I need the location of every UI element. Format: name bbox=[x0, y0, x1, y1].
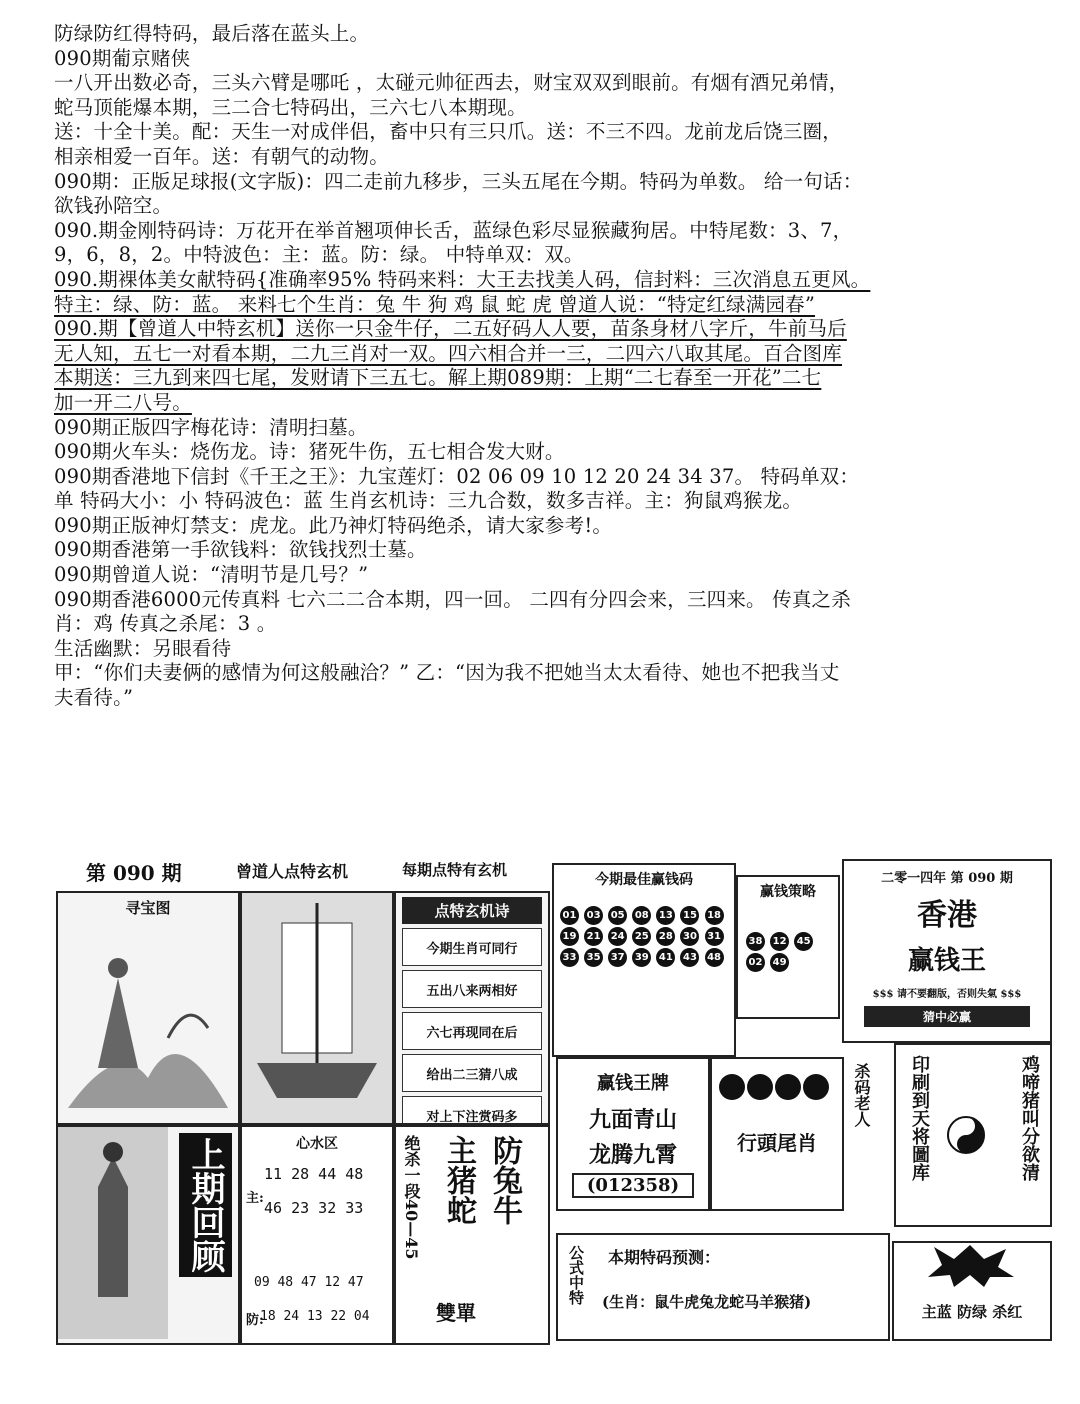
poem-line: 今期生肖可同行 bbox=[402, 928, 542, 966]
previous-review-panel bbox=[56, 1125, 240, 1345]
issue-label: 第 090 期 bbox=[86, 861, 182, 885]
number-ball: 43 bbox=[680, 948, 699, 967]
king-card-title: 赢钱王牌 bbox=[597, 1073, 669, 1094]
fang-numbers: 18 24 13 22 04 bbox=[260, 1309, 370, 1324]
banner-title: 曾道人点特玄机 bbox=[236, 862, 349, 881]
fang-numbers: 09 48 47 12 47 bbox=[254, 1275, 364, 1290]
number-grid bbox=[554, 889, 734, 968]
number-ball: 19 bbox=[560, 927, 579, 946]
burst-logo-icon bbox=[894, 1243, 1046, 1289]
card-code: (012358) bbox=[572, 1173, 694, 1198]
treasure-map-title: 寻宝图 bbox=[125, 899, 171, 917]
number-ball: 45 bbox=[794, 932, 813, 951]
year-issue-label: 二零一四年 第 090 期 bbox=[881, 871, 1013, 886]
zhu-numbers: 46 23 32 33 bbox=[264, 1199, 364, 1217]
copyright-warning: $$$ 请不要翻版，否则失氣 $$$ bbox=[872, 989, 1022, 1000]
text-line: 单 特码大小：小 特码波色：蓝 生肖玄机诗：三九合数，数多吉祥。主：狗鼠鸡猴龙。 bbox=[54, 489, 803, 513]
text-line: 送：十全十美。配：天生一对成伴侣，畜中只有三只爪。送：不三不四。龙前龙后饶三圈， bbox=[54, 120, 843, 144]
print-line: 印刷到天将圖库 bbox=[909, 1055, 930, 1181]
text-line: 090期曾道人说：“清明节是几号？” bbox=[54, 563, 369, 587]
killer-old-label: 杀码老人 bbox=[852, 1063, 871, 1127]
text-line: 蛇马顶能爆本期，三二合七特码出，三六七八本期现。 bbox=[54, 95, 527, 119]
article-text bbox=[54, 22, 1054, 711]
number-ball: 31 bbox=[705, 927, 724, 946]
number-ball: 37 bbox=[608, 948, 627, 967]
treasure-map-panel bbox=[56, 891, 240, 1125]
lottery-collage bbox=[56, 853, 1052, 1343]
number-ball: 38 bbox=[746, 932, 765, 951]
forecast-panel bbox=[556, 1233, 890, 1341]
text-line: 肖：鸡 传真之杀尾：3 。 bbox=[54, 612, 277, 636]
poem-line: 六七再现同在后 bbox=[402, 1012, 542, 1050]
main-zodiac: 主猪蛇 bbox=[441, 1135, 476, 1225]
text-line: 090期香港第一手欲钱料：欲钱找烈士墓。 bbox=[54, 538, 427, 562]
number-ball: 24 bbox=[608, 927, 627, 946]
text-line: 加一开二八号。 bbox=[54, 390, 192, 414]
text-line: 欲钱孙陪空。 bbox=[54, 194, 173, 218]
ink-painting-image bbox=[58, 918, 234, 1118]
strategy-title: 赢钱策略 bbox=[760, 884, 816, 900]
number-ball: 48 bbox=[705, 948, 724, 967]
number-ball: 30 bbox=[680, 927, 699, 946]
text-line: 090期正版四字梅花诗：清明扫墓。 bbox=[54, 415, 368, 439]
number-ball: 33 bbox=[560, 948, 579, 967]
hk-label: 香港 bbox=[917, 898, 977, 933]
poem-line: 五出八来两相好 bbox=[402, 970, 542, 1008]
hk-win-king-panel bbox=[842, 859, 1052, 1043]
number-ball: 41 bbox=[656, 948, 675, 967]
text-line: 090期正版神灯禁支：虎龙。此乃神灯特码绝杀，请大家参考!。 bbox=[54, 513, 613, 537]
print-panel bbox=[894, 1043, 1052, 1227]
fang-zodiac: 防兔牛 bbox=[487, 1135, 522, 1225]
text-line: 特主：绿、防：蓝。 来料七个生肖：兔 牛 狗 鸡 鼠 蛇 虎 曾道人说：“特定红绿满园春” bbox=[54, 292, 816, 316]
text-line: 无人知，五七一对看本期，二九三肖对一双。四六相合并一三，二四六八取其尾。百合图库 bbox=[54, 341, 843, 365]
poem-title: 点特玄机诗 bbox=[402, 897, 542, 924]
best-numbers-title: 今期最佳赢钱码 bbox=[595, 872, 693, 888]
best-numbers-panel bbox=[552, 863, 736, 1057]
card-line: 龙腾九霄 bbox=[588, 1142, 677, 1168]
text-line: 090期葡京赌侠 bbox=[54, 46, 191, 70]
odd-even-label: 雙單 bbox=[436, 1301, 476, 1325]
guess-label: 猜中必赢 bbox=[864, 1006, 1030, 1027]
zhu-numbers: 11 28 44 48 bbox=[264, 1165, 364, 1183]
head-tail-panel bbox=[710, 1057, 844, 1211]
strategy-panel bbox=[736, 875, 840, 1019]
number-ball: 18 bbox=[705, 906, 724, 925]
number-ball: 28 bbox=[656, 927, 675, 946]
sailing-ship-icon bbox=[242, 893, 388, 1119]
number-ball: 13 bbox=[656, 906, 675, 925]
number-ball: 08 bbox=[632, 906, 651, 925]
text-line: 夫看待。” bbox=[54, 686, 134, 710]
number-ball: 49 bbox=[770, 953, 789, 972]
number-ball: 35 bbox=[584, 948, 603, 967]
forecast-zodiac: (生肖：鼠牛虎兔龙蛇马羊猴猪) bbox=[602, 1293, 812, 1311]
number-ball: 39 bbox=[632, 948, 651, 967]
text-line: 防绿防红得特码，最后落在蓝头上。 bbox=[54, 22, 370, 45]
ship-panel bbox=[240, 891, 394, 1125]
number-ball: 02 bbox=[746, 953, 765, 972]
win-king-label: 赢钱王 bbox=[907, 946, 986, 976]
heart-water-panel bbox=[240, 1125, 394, 1345]
text-line: 090.期裸体美女献特码{准确率95% 特码来料：大王去找美人码，信封料：三次消息五更风。 bbox=[54, 267, 871, 291]
number-ball: 15 bbox=[680, 906, 699, 925]
heart-water-title: 心水区 bbox=[296, 1136, 338, 1152]
text-line: 一八开出数必奇，三头六臂是哪吒 ，太碰元帅征西去，财宝双双到眼前。有烟有酒兄弟情， bbox=[54, 71, 849, 95]
card-line: 九面青山 bbox=[588, 1107, 677, 1133]
number-ball: 05 bbox=[608, 906, 627, 925]
poem-line: 对上下注赏码多 bbox=[402, 1096, 542, 1125]
yin-yang-icon bbox=[946, 1115, 986, 1155]
text-line: 090期香港6000元传真料 七六二二合本期，四一回。 二四有分四会来，三四来。 传真之杀 bbox=[54, 587, 851, 611]
king-card-panel bbox=[556, 1057, 710, 1211]
text-line: 090.期【曾道人中特玄机】送你一只金牛仔，二五好码人人要，苗条身材八字斤，牛前马后 bbox=[54, 317, 847, 341]
bottom-right-label: 主蓝 防绿 杀红 bbox=[921, 1303, 1023, 1321]
number-ball: 03 bbox=[584, 906, 603, 925]
poem-panel bbox=[394, 891, 550, 1125]
kill-label: 绝杀一段40—45 bbox=[402, 1135, 421, 1260]
figure-painting-image bbox=[58, 1127, 168, 1339]
strategy-numbers bbox=[738, 901, 838, 973]
kill-panel bbox=[394, 1125, 550, 1345]
fang-label: 防: bbox=[246, 1313, 264, 1328]
text-line: 本期送：三九到来四七尾，发财请下三五七。解上期089期：上期“二七春至一开花”二七 bbox=[54, 366, 822, 390]
rooster-line: 鸡啼猪叫分欲清 bbox=[1019, 1055, 1040, 1181]
text-line: 090.期金刚特码诗：万花开在举首翘项伸长舌，蓝绿色彩尽显猴藏狗居。中特尾数：3、7， bbox=[54, 218, 853, 242]
zhu-label: 主: bbox=[246, 1191, 264, 1206]
head-tail-label: 行頭尾肖 bbox=[737, 1131, 817, 1155]
text-line: 甲：“你们夫妻俩的感情为何这般融洽？” 乙：“因为我不把她当太太看待、她也不把我当丈 bbox=[54, 661, 840, 685]
text-line: 090期：正版足球报(文字版)：四二走前九移步，三头五尾在今期。特码为单数。 给一句话： bbox=[54, 169, 863, 193]
number-ball: 25 bbox=[632, 927, 651, 946]
previous-review-label: 上期回顾 bbox=[179, 1133, 232, 1277]
number-ball: 21 bbox=[584, 927, 603, 946]
text-line: 相亲相爱一百年。送：有朝气的动物。 bbox=[54, 144, 389, 168]
text-line: 090期火车头：烧伤龙。诗：猪死牛伤，五七相合发大财。 bbox=[54, 440, 565, 464]
text-line: 090期香港地下信封《千王之王》：九宝莲灯：02 06 09 10 12 20 24 34 37。 特码单双： bbox=[54, 464, 860, 488]
forecast-title: 本期特码预测： bbox=[608, 1248, 721, 1267]
poem-line: 给出二三猜八成 bbox=[402, 1054, 542, 1092]
number-ball: 12 bbox=[770, 932, 789, 951]
bottom-right-panel bbox=[892, 1241, 1052, 1341]
banner-title-2: 每期点特有玄机 bbox=[402, 861, 508, 879]
number-ball: 01 bbox=[560, 906, 579, 925]
four-balls-icon bbox=[712, 1067, 838, 1107]
text-line: 生活幽默：另眼看待 bbox=[54, 636, 232, 660]
formula-label: 公式中特 bbox=[567, 1245, 585, 1305]
text-line: 9，6，8，2。中特波色：主：蓝。防：绿。 中特单双：双。 bbox=[54, 243, 584, 267]
